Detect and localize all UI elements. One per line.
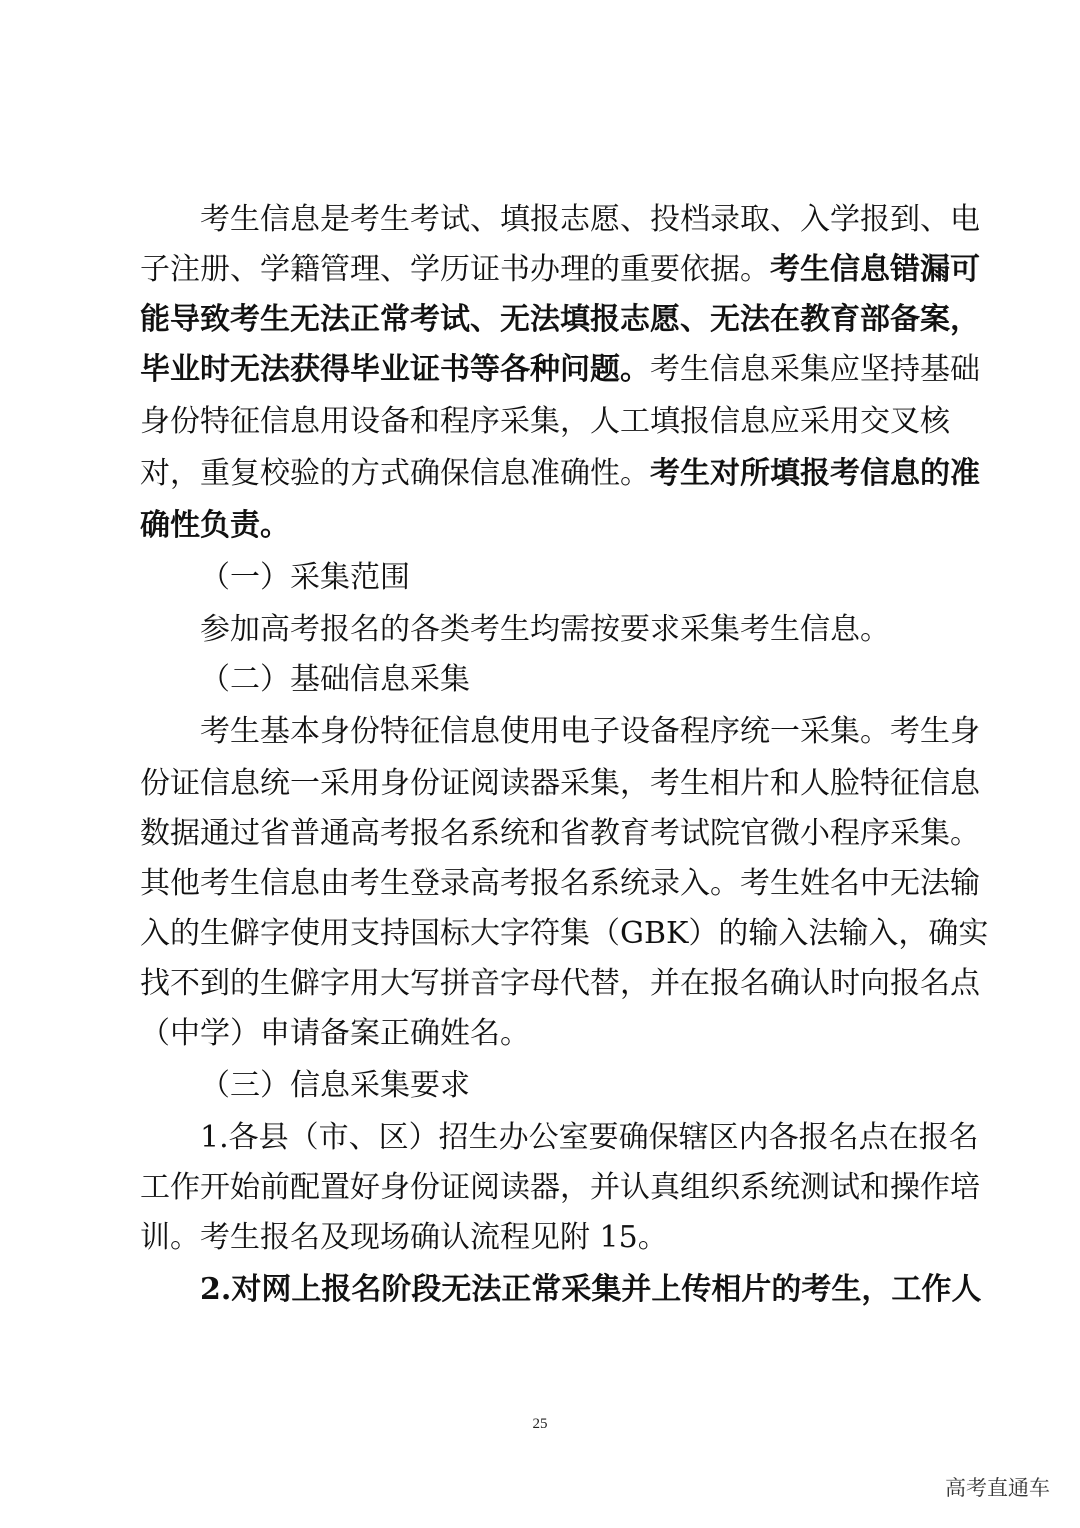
text-run: 考生信息采集应坚持基础 xyxy=(650,352,980,387)
text-run: 训。考生报名及现场确认流程见附 15。 xyxy=(140,1220,668,1255)
text-run: （中学）申请备案正确姓名。 xyxy=(140,1016,530,1051)
paragraph-line xyxy=(140,760,980,808)
bold-text-run: 考生信息错漏可 xyxy=(770,252,980,287)
paragraph-line xyxy=(200,1114,979,1162)
paragraph-line xyxy=(200,196,980,244)
text-run: 其他考生信息由考生登录高考报名系统录入。考生姓名中无法输 xyxy=(140,866,980,901)
paragraph-line xyxy=(140,810,980,858)
text-run: 身份特征信息用设备和程序采集，人工填报信息应采用交叉核 xyxy=(140,404,950,439)
section-heading xyxy=(200,554,950,602)
paragraph-line xyxy=(140,910,989,958)
bold-text-run: 2.对网上报名阶段无法正常采集并上传相片的考生，工作人 xyxy=(200,1272,982,1307)
paragraph-line xyxy=(140,502,950,550)
paragraph-line xyxy=(140,296,980,344)
paragraph-line xyxy=(140,346,980,394)
paragraph-line xyxy=(140,860,980,908)
section-heading xyxy=(200,1062,950,1110)
text-run: 参加高考报名的各类考生均需按要求采集考生信息。 xyxy=(200,612,890,647)
text-run: 入的生僻字使用支持国标大字符集（GBK）的输入法输入，确实 xyxy=(140,916,989,951)
paragraph-line xyxy=(140,246,980,294)
text-run: 工作开始前配置好身份证阅读器，并认真组织系统测试和操作培 xyxy=(140,1170,980,1205)
paragraph-line xyxy=(140,960,980,1008)
heading-text: （二）基础信息采集 xyxy=(200,662,470,697)
text-run: 找不到的生僻字用大写拼音字母代替，并在报名确认时向报名点 xyxy=(140,966,980,1001)
paragraph-line xyxy=(140,1010,950,1058)
bold-text-run: 能导致考生无法正常考试、无法填报志愿、无法在教育部备案， xyxy=(140,302,980,337)
paragraph-line xyxy=(140,1164,980,1212)
text-run: 数据通过省普通高考报名系统和省教育考试院官微小程序采集。 xyxy=(140,816,980,851)
paragraph-line xyxy=(200,606,950,654)
text-run: 考生信息是考生考试、填报志愿、投档录取、入学报到、电 xyxy=(200,202,980,237)
heading-text: （一）采集范围 xyxy=(200,560,410,595)
text-run: 1.各县（市、区）招生办公室要确保辖区内各报名点在报名 xyxy=(200,1120,979,1155)
paragraph-line xyxy=(140,398,950,446)
page-number: 25 xyxy=(532,1416,548,1432)
paragraph-line xyxy=(140,450,980,498)
text-run: 子注册、学籍管理、学历证书办理的重要依据。 xyxy=(140,252,770,287)
paragraph-line xyxy=(200,1266,982,1314)
bold-text-run: 考生对所填报考信息的准 xyxy=(650,456,980,491)
bold-text-run: 确性负责。 xyxy=(140,508,290,543)
text-run: 份证信息统一采用身份证阅读器采集，考生相片和人脸特征信息 xyxy=(140,766,980,801)
heading-text: （三）信息采集要求 xyxy=(200,1068,470,1103)
watermark: 高考直通车 xyxy=(945,1476,1050,1500)
paragraph-line xyxy=(200,708,980,756)
bold-text-run: 毕业时无法获得毕业证书等各种问题。 xyxy=(140,352,650,387)
paragraph-line xyxy=(140,1214,950,1262)
text-run: 对，重复校验的方式确保信息准确性。 xyxy=(140,456,650,491)
section-heading xyxy=(200,656,950,704)
text-run: 考生基本身份特征信息使用电子设备程序统一采集。考生身 xyxy=(200,714,980,749)
